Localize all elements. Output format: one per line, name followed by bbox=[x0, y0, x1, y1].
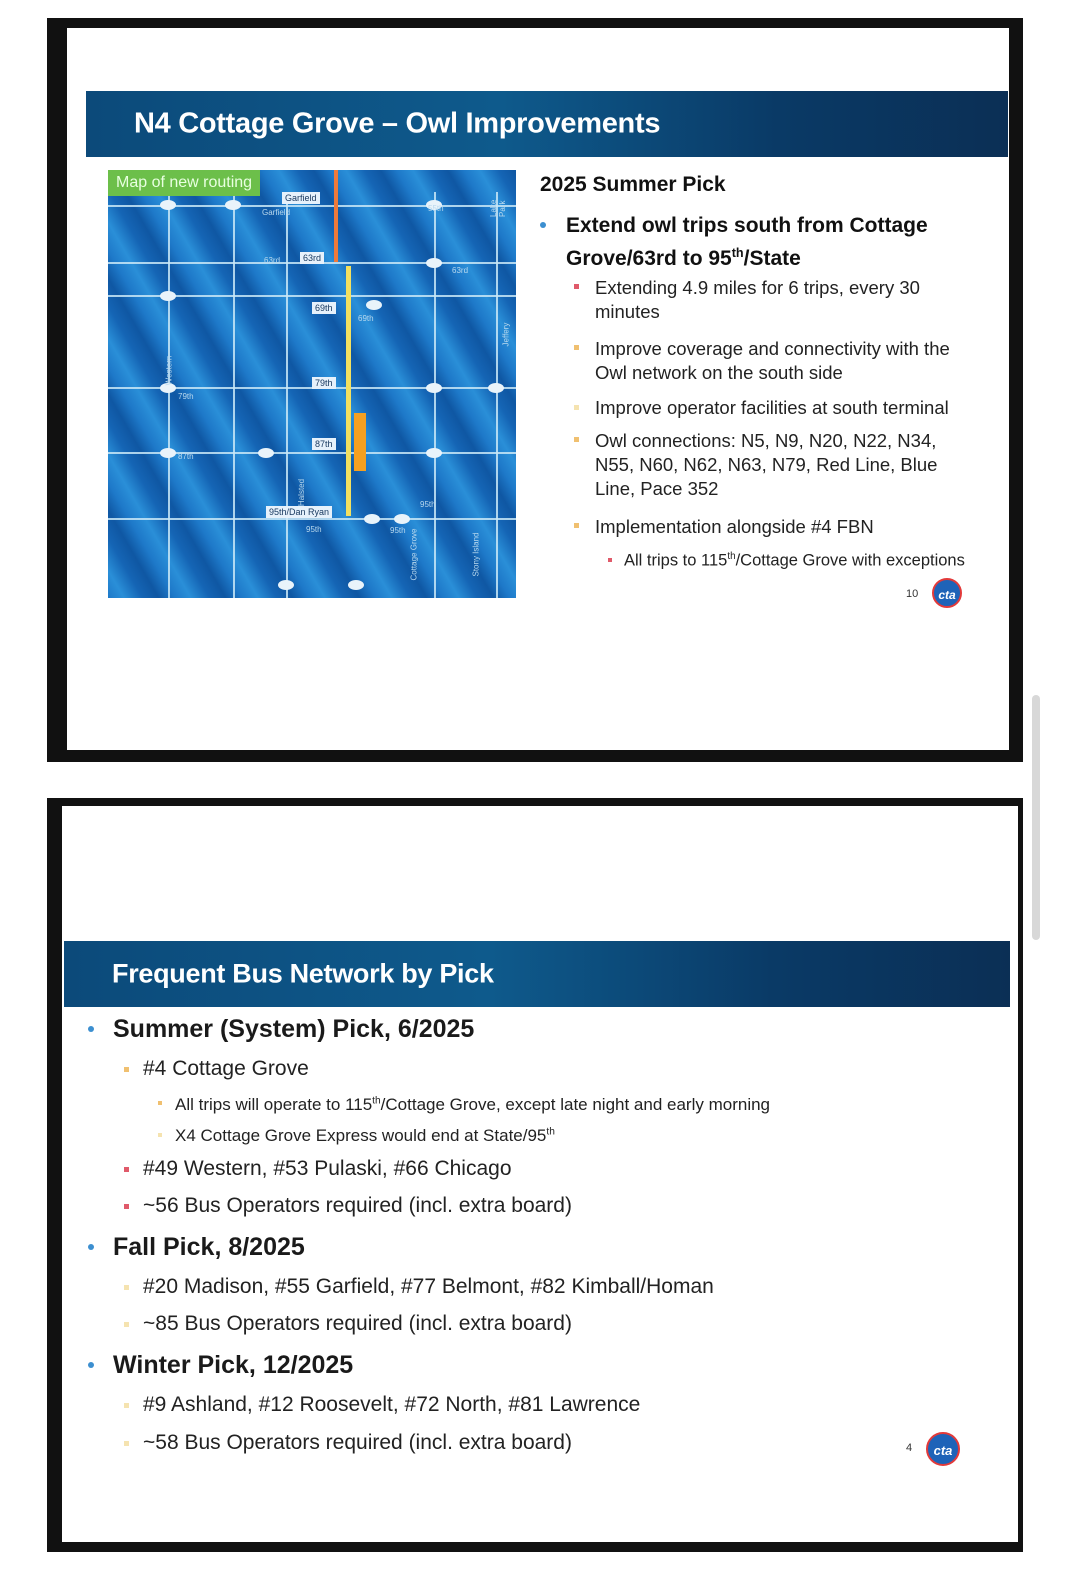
winter-heading: Winter Pick, 12/2025 bbox=[113, 1351, 354, 1379]
item-5: Implementation alongside #4 FBN bbox=[595, 516, 874, 537]
item-1: Extending 4.9 miles for 6 trips, every 30 minutes bbox=[595, 277, 920, 322]
bullet-square bbox=[574, 284, 579, 289]
bullet-dot bbox=[88, 1362, 94, 1368]
map-stop bbox=[394, 514, 410, 524]
summer-route: #4 Cottage Grove bbox=[143, 1057, 309, 1080]
map-stop bbox=[426, 448, 442, 458]
bullet-dot bbox=[88, 1244, 94, 1250]
bullet-square bbox=[124, 1285, 129, 1290]
map-label: Map of new routing bbox=[108, 170, 260, 196]
street-label: 63rd bbox=[452, 266, 469, 275]
map-tag: 95th/Dan Ryan bbox=[266, 506, 332, 518]
map-stop bbox=[278, 580, 294, 590]
street-label: 95th bbox=[306, 525, 322, 534]
fall-routes: #20 Madison, #55 Garfield, #77 Belmont, #82 Kimball/Homan bbox=[143, 1275, 714, 1298]
winter-routes: #9 Ashland, #12 Roosevelt, #72 North, #81 Lawrence bbox=[143, 1393, 641, 1416]
main-bullet-line-1: Extend owl trips south from Cottage bbox=[566, 214, 928, 237]
street-label: Garfield bbox=[262, 208, 291, 217]
bullet-square bbox=[124, 1322, 129, 1327]
map-stop bbox=[364, 514, 380, 524]
page-number: 4 bbox=[906, 1442, 913, 1454]
page-number: 10 bbox=[906, 588, 919, 600]
street-label: 95th bbox=[390, 526, 406, 535]
street-label: 55th bbox=[428, 204, 444, 213]
bullet-dot bbox=[540, 222, 546, 228]
map-stop bbox=[160, 200, 176, 210]
street-label: Halsted bbox=[297, 478, 307, 507]
map-stop bbox=[258, 448, 274, 458]
slide-2-title: Frequent Bus Network by Pick bbox=[112, 958, 494, 989]
street-label: 63rd bbox=[264, 256, 281, 265]
summer-note-2: X4 Cottage Grove Express would end at State/95th bbox=[175, 1126, 555, 1145]
bullet-square bbox=[574, 437, 579, 442]
map-tag: 69th bbox=[312, 302, 336, 314]
sub-item: All trips to 115th/Cottage Grove with exceptions bbox=[624, 551, 965, 570]
bullet-square bbox=[608, 558, 612, 562]
bullet-square bbox=[158, 1133, 162, 1137]
bullet-square bbox=[124, 1403, 129, 1408]
map-stop bbox=[366, 300, 382, 310]
map-stop bbox=[225, 200, 241, 210]
fall-operators: ~85 Bus Operators required (incl. extra board) bbox=[143, 1312, 572, 1335]
map-stop bbox=[426, 258, 442, 268]
summer-note-1: All trips will operate to 115th/Cottage Grove, except late night and early morning bbox=[175, 1095, 771, 1114]
map-tag: 79th bbox=[312, 377, 336, 389]
slide-2-title-bar bbox=[64, 941, 1010, 1007]
map-stop bbox=[160, 448, 176, 458]
street-label: 79th bbox=[178, 392, 194, 401]
summer-heading: Summer (System) Pick, 6/2025 bbox=[113, 1015, 475, 1043]
map-stop bbox=[426, 383, 442, 393]
fall-heading: Fall Pick, 8/2025 bbox=[113, 1233, 305, 1261]
scrollbar[interactable] bbox=[1032, 695, 1040, 940]
street-label: Lake Park bbox=[489, 199, 507, 217]
owl-extension-line bbox=[346, 266, 351, 516]
bullet-square bbox=[124, 1167, 129, 1172]
owl-route-line bbox=[334, 170, 338, 262]
item-4: Owl connections: N5, N9, N20, N22, N34, N55, N60, N62, N63, N79, Red Line, Blue Line, Pace 352 bbox=[595, 430, 938, 499]
bullet-square bbox=[124, 1441, 129, 1446]
slide-1-title: N4 Cottage Grove – Owl Improvements bbox=[134, 107, 661, 140]
item-2: Improve coverage and connectivity with the Owl network on the south side bbox=[595, 338, 950, 383]
map-stop bbox=[160, 291, 176, 301]
summer-operators: ~56 Bus Operators required (incl. extra board) bbox=[143, 1194, 572, 1217]
map-stop bbox=[348, 580, 364, 590]
bullet-square bbox=[574, 345, 579, 350]
bullet-square bbox=[124, 1067, 129, 1072]
map-stop bbox=[488, 383, 504, 393]
extension-highlight bbox=[354, 413, 366, 471]
street-label: Cottage Grove bbox=[409, 528, 419, 581]
bullet-square bbox=[574, 523, 579, 528]
item-3: Improve operator facilities at south terminal bbox=[595, 397, 949, 418]
winter-operators: ~58 Bus Operators required (incl. extra board) bbox=[143, 1431, 572, 1454]
bullet-square bbox=[574, 405, 579, 410]
street-label: 69th bbox=[358, 314, 374, 323]
map-tag: 63rd bbox=[300, 252, 324, 264]
street-label: Western bbox=[164, 355, 174, 386]
bullet-square bbox=[124, 1204, 129, 1209]
map-tag: Garfield bbox=[282, 192, 320, 204]
cta-logo: cta bbox=[932, 578, 962, 608]
cta-logo: cta bbox=[926, 1432, 960, 1466]
slide-1-title-bar bbox=[86, 91, 1008, 157]
route-map bbox=[108, 170, 516, 598]
bullet-dot bbox=[88, 1026, 94, 1032]
pick-heading: 2025 Summer Pick bbox=[540, 173, 726, 196]
map-tag: 87th bbox=[312, 438, 336, 450]
street-label: 87th bbox=[178, 452, 194, 461]
bullet-square bbox=[158, 1101, 162, 1105]
summer-routes: #49 Western, #53 Pulaski, #66 Chicago bbox=[143, 1157, 512, 1180]
street-label: Stony Island bbox=[471, 532, 481, 577]
street-label: 95th bbox=[420, 500, 436, 509]
main-bullet-line-2: Grove/63rd to 95th/State bbox=[566, 246, 801, 270]
street-label: Jeffery bbox=[501, 322, 511, 347]
